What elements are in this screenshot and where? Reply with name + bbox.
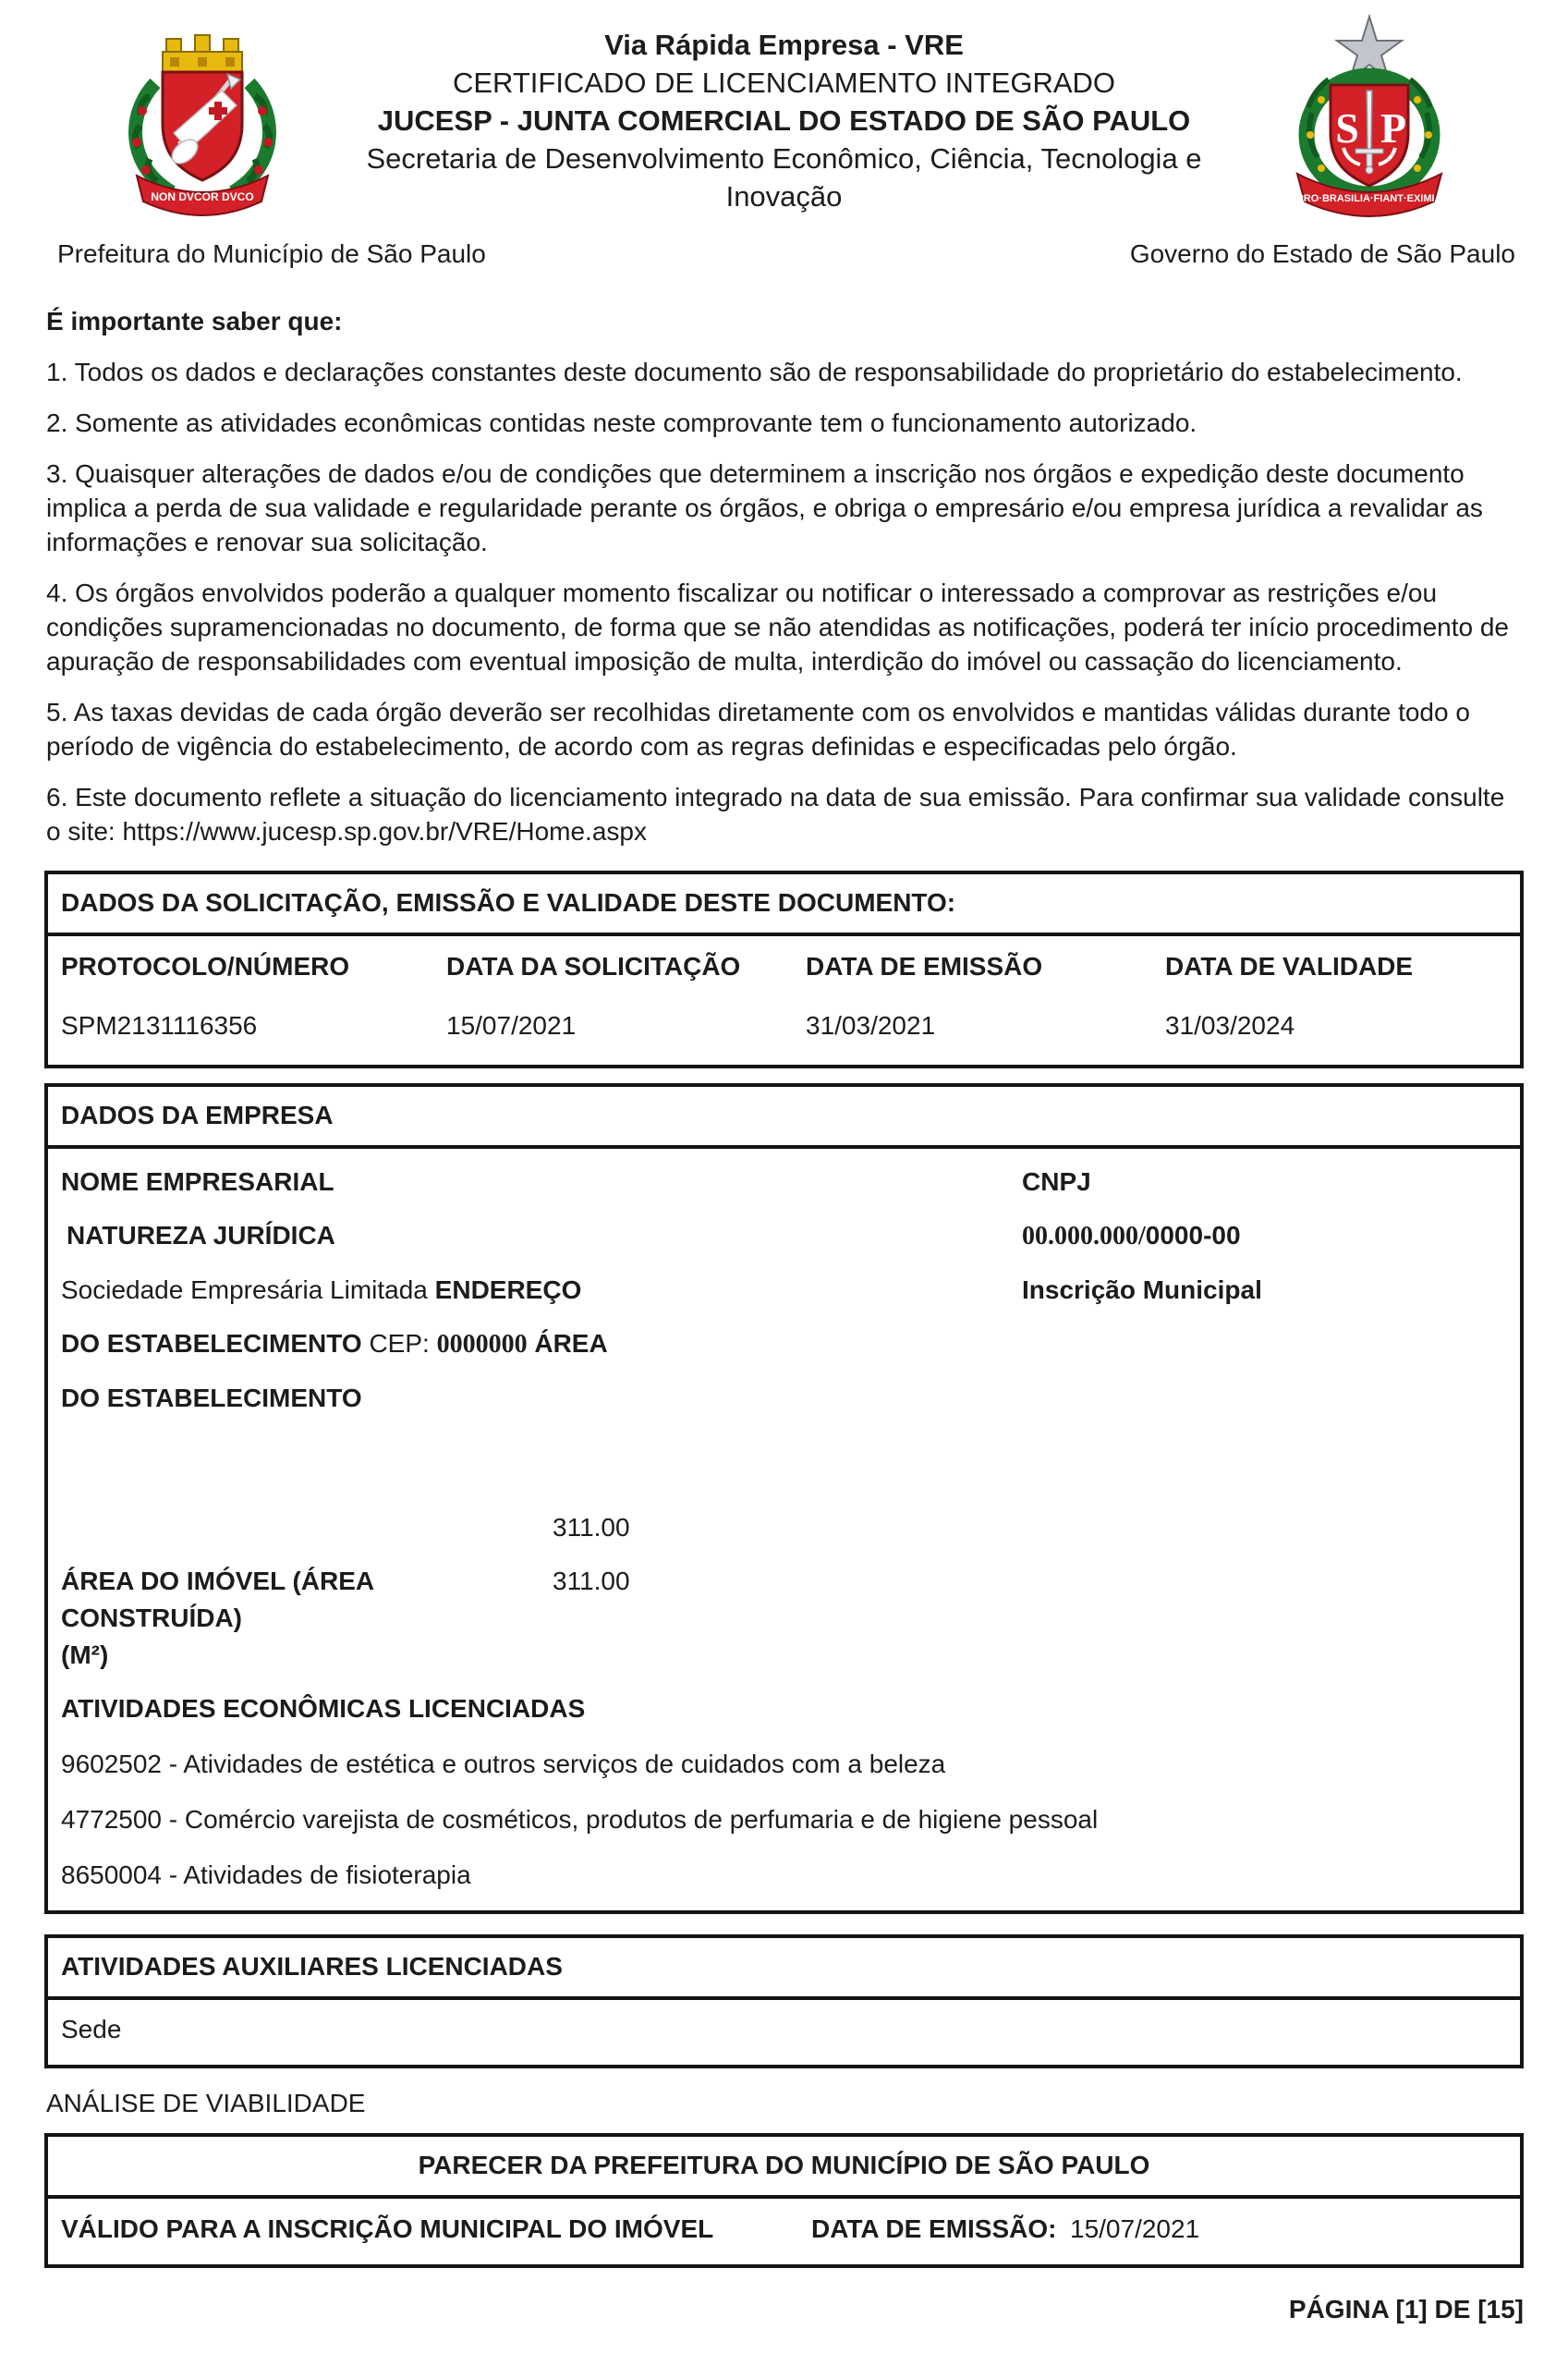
company-row-estabelecimento-2 bbox=[61, 1380, 1507, 1417]
area-imovel-label: ÁREA DO IMÓVEL (ÁREA CONSTRUÍDA) bbox=[61, 1567, 374, 1632]
notice-item-3: 3. Quaisquer alterações de dados e/ou de condições que determinem a inscrição nos órgãos e expedição deste documento implica a perda de sua validade e regularidade perante os órgãos, e obriga o empresário e/ou empresa jurídica a revalidar as informações e renovar sua solicitação. bbox=[46, 459, 1483, 556]
area-imovel-value: 311.00 bbox=[553, 1567, 630, 1595]
col-data-validade-header: DATA DE VALIDADE bbox=[1165, 952, 1414, 981]
solicitation-box bbox=[44, 871, 1524, 1068]
area-word: ÁREA bbox=[534, 1329, 608, 1358]
parecer-emission-value: 15/07/2021 bbox=[1070, 2214, 1200, 2243]
company-row-natureza-cnpjvalue bbox=[61, 1217, 1507, 1255]
data-solicitacao-value: 15/07/2021 bbox=[446, 1011, 577, 1040]
notice-item-5: 5. As taxas devidas de cada órgão deverão ser recolhidas diretamente com os envolvidos e mantidas válidas durante todo o período de vigência do estabelecimento, de acordo com as regras definidas e especificadas pelo órgão. bbox=[46, 698, 1470, 761]
solicitation-table-header-row bbox=[61, 948, 1507, 985]
government-captions-row bbox=[0, 236, 1568, 273]
auxiliary-box-title: ATIVIDADES AUXILIARES LICENCIADAS bbox=[48, 1938, 1520, 2000]
nome-empresarial-label: NOME EMPRESARIAL bbox=[61, 1167, 334, 1196]
inscricao-municipal-label: Inscrição Municipal bbox=[1022, 1275, 1262, 1304]
sp-state-coat-of-arms-icon bbox=[1281, 11, 1458, 226]
company-box-body bbox=[48, 1149, 1520, 1910]
company-box-title: DADOS DA EMPRESA bbox=[48, 1087, 1520, 1149]
col-data-solicitacao-header: DATA DA SOLICITAÇÃO bbox=[446, 952, 741, 981]
data-emissao-value: 31/03/2021 bbox=[806, 1011, 936, 1040]
sp-city-coat-of-arms-icon bbox=[118, 22, 286, 226]
cnpj-label: CNPJ bbox=[1022, 1167, 1091, 1196]
auxiliary-value: Sede bbox=[61, 2015, 122, 2043]
company-row-estabelecimento-cep bbox=[61, 1325, 1507, 1363]
solicitation-table bbox=[48, 936, 1520, 1065]
cnpj-value-suffix: 0000-00 bbox=[1145, 1221, 1241, 1250]
data-validade-value: 31/03/2024 bbox=[1165, 1011, 1295, 1040]
sp-state-coat-of-arms-svg bbox=[1281, 11, 1458, 222]
company-box bbox=[44, 1083, 1524, 1914]
parecer-box bbox=[44, 2133, 1524, 2268]
company-row-natureza-inscricao bbox=[61, 1272, 1507, 1309]
notices-heading: É importante saber que: bbox=[46, 307, 343, 335]
estabelecimento-label-2: DO ESTABELECIMENTO bbox=[61, 1384, 362, 1412]
cnpj-value-prefix: 00.000.000/ bbox=[1022, 1222, 1146, 1250]
cep-value: 0000000 bbox=[436, 1330, 528, 1359]
state-caption: Governo do Estado de São Paulo bbox=[1129, 239, 1515, 268]
page-indicator: PÁGINA [1] DE [15] bbox=[1288, 2295, 1524, 2323]
city-caption: Prefeitura do Município de São Paulo bbox=[57, 239, 486, 268]
col-protocolo-header: PROTOCOLO/NÚMERO bbox=[61, 952, 350, 981]
area-value-floating: 311.00 bbox=[553, 1513, 630, 1542]
col-data-emissao-header: DATA DE EMISSÃO bbox=[806, 952, 1043, 981]
parecer-emission-label: DATA DE EMISSÃO: bbox=[811, 2214, 1057, 2243]
state-coat-letter-p: P bbox=[1380, 104, 1407, 152]
city-coat-motto: NON DVCOR DVCO bbox=[151, 190, 254, 203]
estabelecimento-label-1: DO ESTABELECIMENTO bbox=[61, 1329, 362, 1358]
solicitation-table-values-row bbox=[61, 1007, 1507, 1044]
notice-item-4: 4. Os órgãos envolvidos poderão a qualquer momento fiscalizar ou notificar o interessado a comprovar as restrições e/ou condições supramencionadas no documento, de forma que se não atendidas as notificações, poderá ter início procedimento de apuração de responsabilidades com eventual imposição de multa, interdição do imóvel ou cassação do licenciamento. bbox=[46, 579, 1509, 676]
auxiliary-box bbox=[44, 1934, 1524, 2068]
area-imovel-row bbox=[61, 1563, 1507, 1674]
area-imovel-unit: (M²) bbox=[61, 1640, 109, 1669]
title-line-secretaria: Secretaria de Desenvolvimento Econômico, Ciência, Tecnologia e bbox=[366, 142, 1202, 175]
title-line-certificate: CERTIFICADO DE LICENCIAMENTO INTEGRADO bbox=[452, 67, 1116, 99]
notice-item-1: 1. Todos os dados e declarações constantes deste documento são de responsabilidade do proprietário do estabelecimento. bbox=[46, 358, 1463, 386]
notice-item-2: 2. Somente as atividades econômicas contidas neste comprovante tem o funcionamento autorizado. bbox=[46, 409, 1197, 437]
endereco-label: ENDEREÇO bbox=[434, 1275, 582, 1304]
parecer-valid-text: VÁLIDO PARA A INSCRIÇÃO MUNICIPAL DO IMÓVEL bbox=[61, 2214, 714, 2243]
protocolo-value: SPM2131116356 bbox=[61, 1011, 258, 1040]
notices-section bbox=[46, 304, 1522, 848]
title-line-inovacao: Inovação bbox=[725, 180, 843, 213]
solicitation-box-title: DADOS DA SOLICITAÇÃO, EMISSÃO E VALIDADE DESTE DOCUMENTO: bbox=[48, 874, 1520, 936]
state-coat-letter-s: S bbox=[1335, 104, 1359, 152]
parecer-box-body bbox=[48, 2199, 1520, 2264]
atividades-heading: ATIVIDADES ECONÔMICAS LICENCIADAS bbox=[61, 1694, 586, 1723]
title-line-program: Via Rápida Empresa - VRE bbox=[604, 29, 964, 61]
state-coat-motto: PRO·BRASILIA·FIANT·EXIMIA bbox=[1296, 193, 1442, 204]
notice-item-6: 6. Este documento reflete a situação do licenciamento integrado na data de sua emissão. Para confirmar sua validade consulte o site: https://www.jucesp.sp.gov.br/VRE/Home.aspx bbox=[46, 783, 1505, 846]
natureza-juridica-label: NATUREZA JURÍDICA bbox=[67, 1221, 335, 1250]
title-line-jucesp: JUCESP - JUNTA COMERCIAL DO ESTADO DE SÃO PAULO bbox=[377, 104, 1191, 137]
atividade-item-2: 4772500 - Comércio varejista de cosméticos, produtos de perfumaria e de higiene pessoal bbox=[61, 1805, 1099, 1834]
sp-city-coat-of-arms-svg bbox=[118, 22, 286, 222]
parecer-box-title: PARECER DA PREFEITURA DO MUNICÍPIO DE SÃO PAULO bbox=[48, 2137, 1520, 2199]
atividade-item-3: 8650004 - Atividades de fisioterapia bbox=[61, 1860, 471, 1889]
viability-label: ANÁLISE DE VIABILIDADE bbox=[46, 2089, 366, 2117]
natureza-juridica-value: Sociedade Empresária Limitada bbox=[61, 1275, 428, 1304]
company-row-nome-cnpj bbox=[61, 1164, 1507, 1201]
cep-label: CEP: bbox=[369, 1329, 430, 1358]
atividade-item-1: 9602502 - Atividades de estética e outros serviços de cuidados com a beleza bbox=[61, 1750, 946, 1778]
